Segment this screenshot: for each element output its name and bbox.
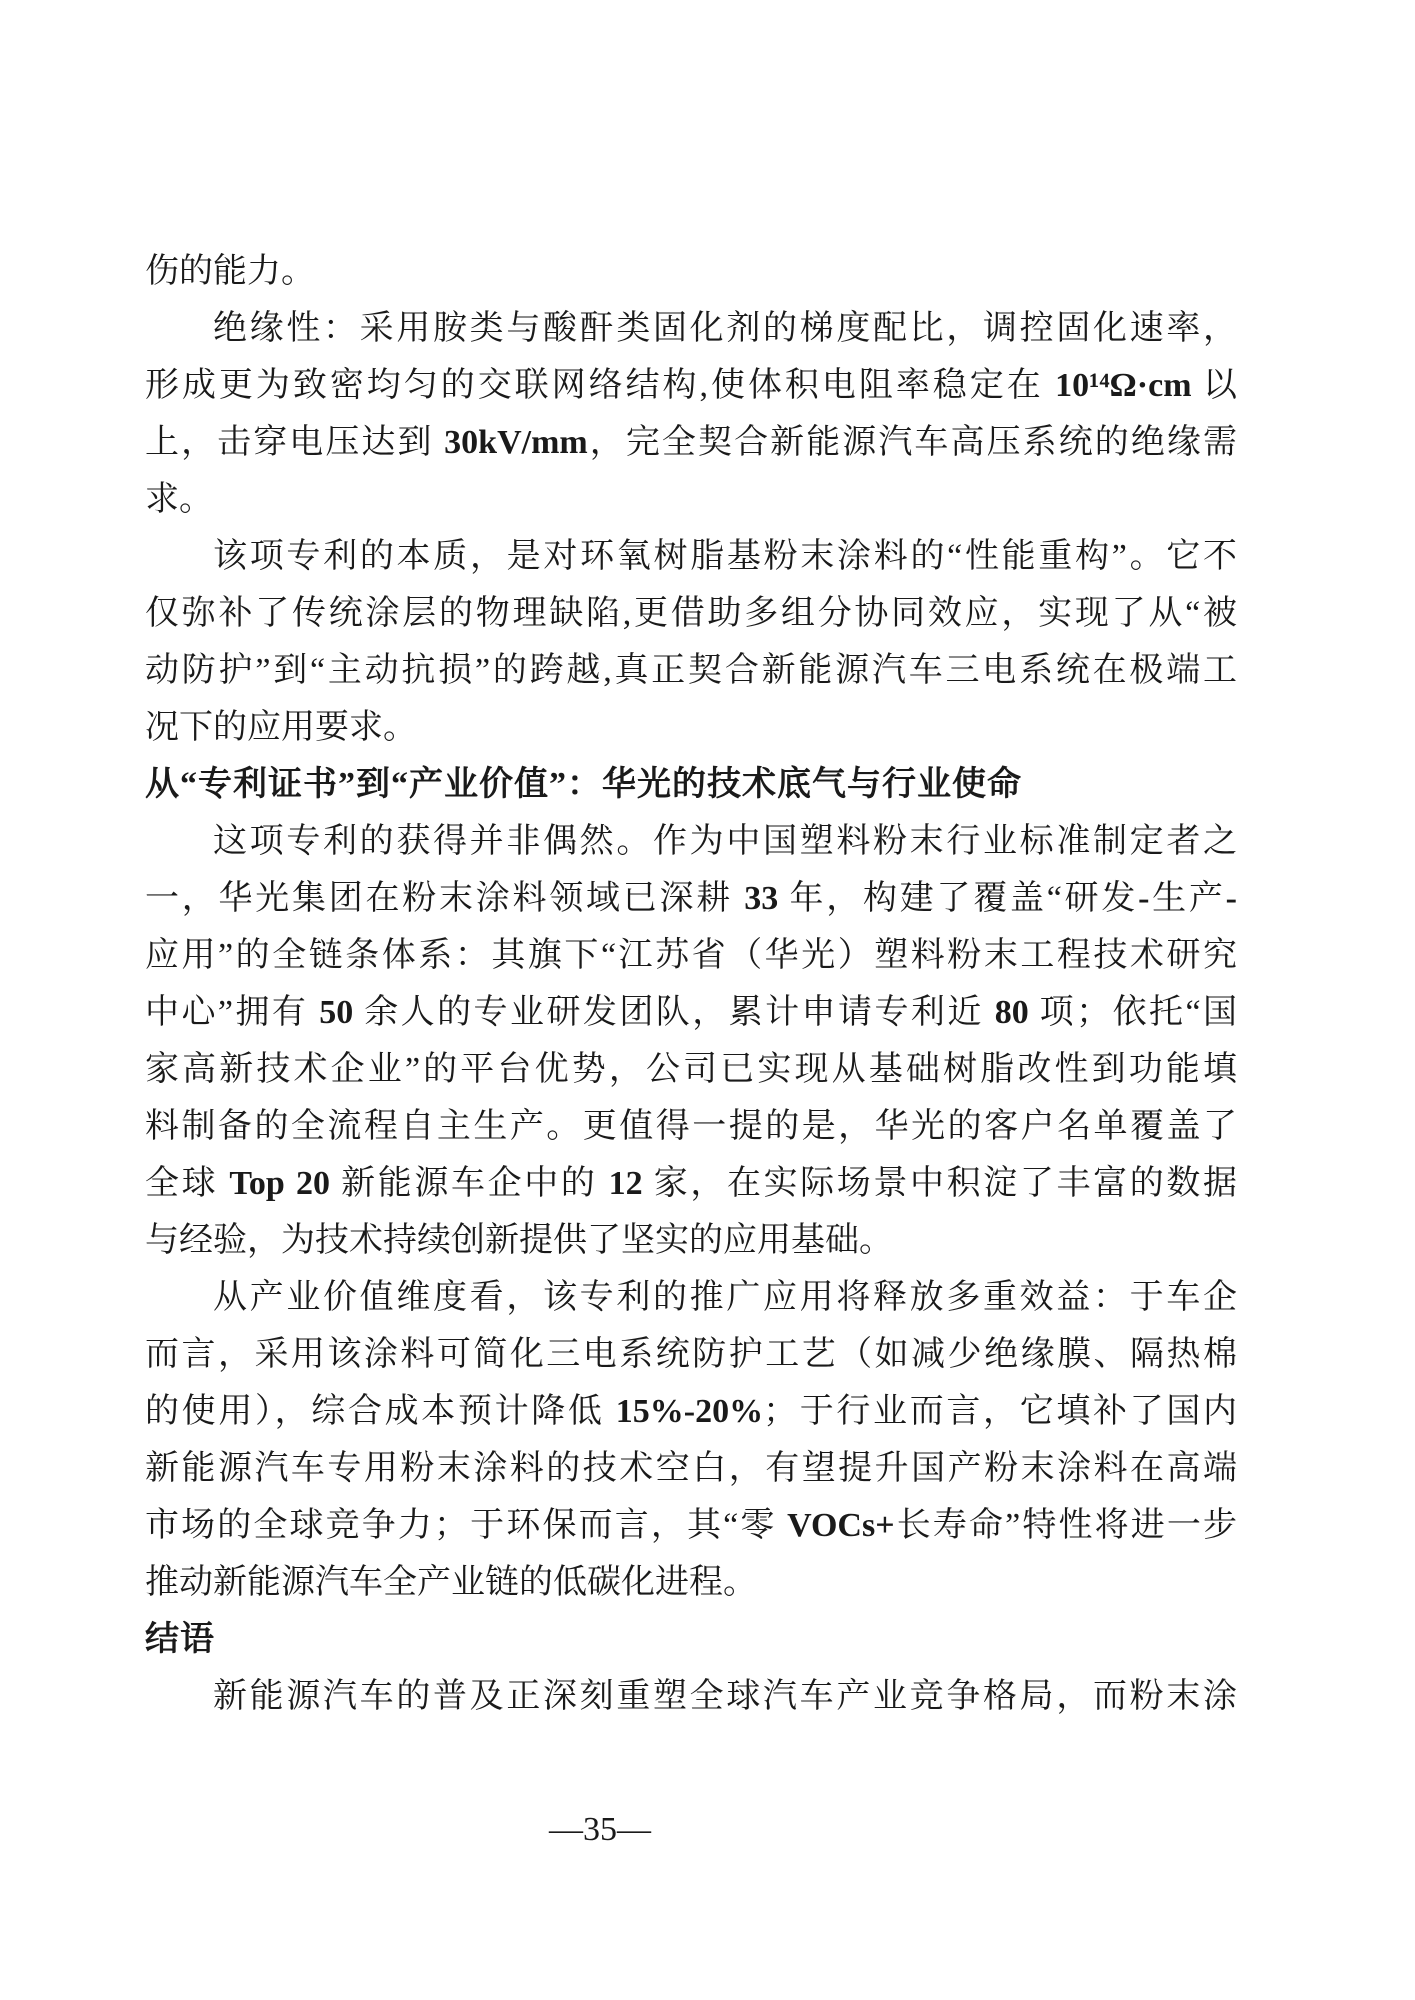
text-line: 新能源汽车的普及正深刻重塑全球汽车产业竞争格局，而粉末涂 — [213, 1678, 1237, 1715]
text-line: 家高新技术企业”的平台优势，公司已实现从基础树脂改性到功能填 — [145, 1051, 1237, 1088]
text-line: 料制备的全流程自主生产。更值得一提的是，华光的客户名单覆盖了 — [145, 1108, 1237, 1145]
text-line: 绝缘性：采用胺类与酸酐类固化剂的梯度配比，调控固化速率， — [213, 310, 1237, 347]
text-line: 全球 Top 20 新能源车企中的 12 家，在实际场景中积淀了丰富的数据 — [145, 1165, 1237, 1202]
text-line: 应用”的全链条体系：其旗下“江苏省（华光）塑料粉末工程技术研究 — [145, 937, 1237, 974]
text-line: 与经验，为技术持续创新提供了坚实的应用基础。 — [145, 1222, 893, 1259]
text-line: 上，击穿电压达到 30kV/mm，完全契合新能源汽车高压系统的绝缘需 — [145, 424, 1237, 461]
text-line: 推动新能源汽车全产业链的低碳化进程。 — [145, 1564, 757, 1601]
text-line: 求。 — [145, 481, 213, 518]
page-number: —35— — [549, 1811, 651, 1848]
page-footer — [0, 1808, 1200, 1852]
document-body — [145, 243, 1237, 1725]
text-line: 市场的全球竞争力；于环保而言，其“零 VOCs+长寿命”特性将进一步 — [145, 1507, 1237, 1544]
text-line: 动防护”到“主动抗损”的跨越,真正契合新能源汽车三电系统在极端工 — [145, 652, 1237, 689]
text-line: 的使用），综合成本预计降低 15%-20%；于行业而言，它填补了国内 — [145, 1393, 1237, 1430]
text-line: 仅弥补了传统涂层的物理缺陷,更借助多组分协同效应，实现了从“被 — [145, 595, 1237, 632]
text-line: 中心”拥有 50 余人的专业研发团队，累计申请专利近 80 项；依托“国 — [145, 994, 1237, 1031]
text-line: 而言，采用该涂料可简化三电系统防护工艺（如减少绝缘膜、隔热棉 — [145, 1336, 1237, 1373]
text-line: 形成更为致密均匀的交联网络结构,使体积电阻率稳定在 10¹⁴Ω·cm 以 — [145, 367, 1237, 404]
text-line: 这项专利的获得并非偶然。作为中国塑料粉末行业标准制定者之 — [213, 823, 1237, 860]
section-heading: 从“专利证书”到“产业价值”：华光的技术底气与行业使命 — [145, 766, 1022, 803]
text-line: 从产业价值维度看，该专利的推广应用将释放多重效益：于车企 — [213, 1279, 1237, 1316]
section-heading: 结语 — [145, 1621, 215, 1658]
text-line: 伤的能力。 — [145, 253, 315, 290]
text-line: 一，华光集团在粉末涂料领域已深耕 33 年，构建了覆盖“研发-生产- — [145, 880, 1237, 917]
text-line: 新能源汽车专用粉末涂料的技术空白，有望提升国产粉末涂料在高端 — [145, 1450, 1237, 1487]
text-line: 该项专利的本质，是对环氧树脂基粉末涂料的“性能重构”。它不 — [213, 538, 1237, 575]
text-line: 况下的应用要求。 — [145, 709, 417, 746]
